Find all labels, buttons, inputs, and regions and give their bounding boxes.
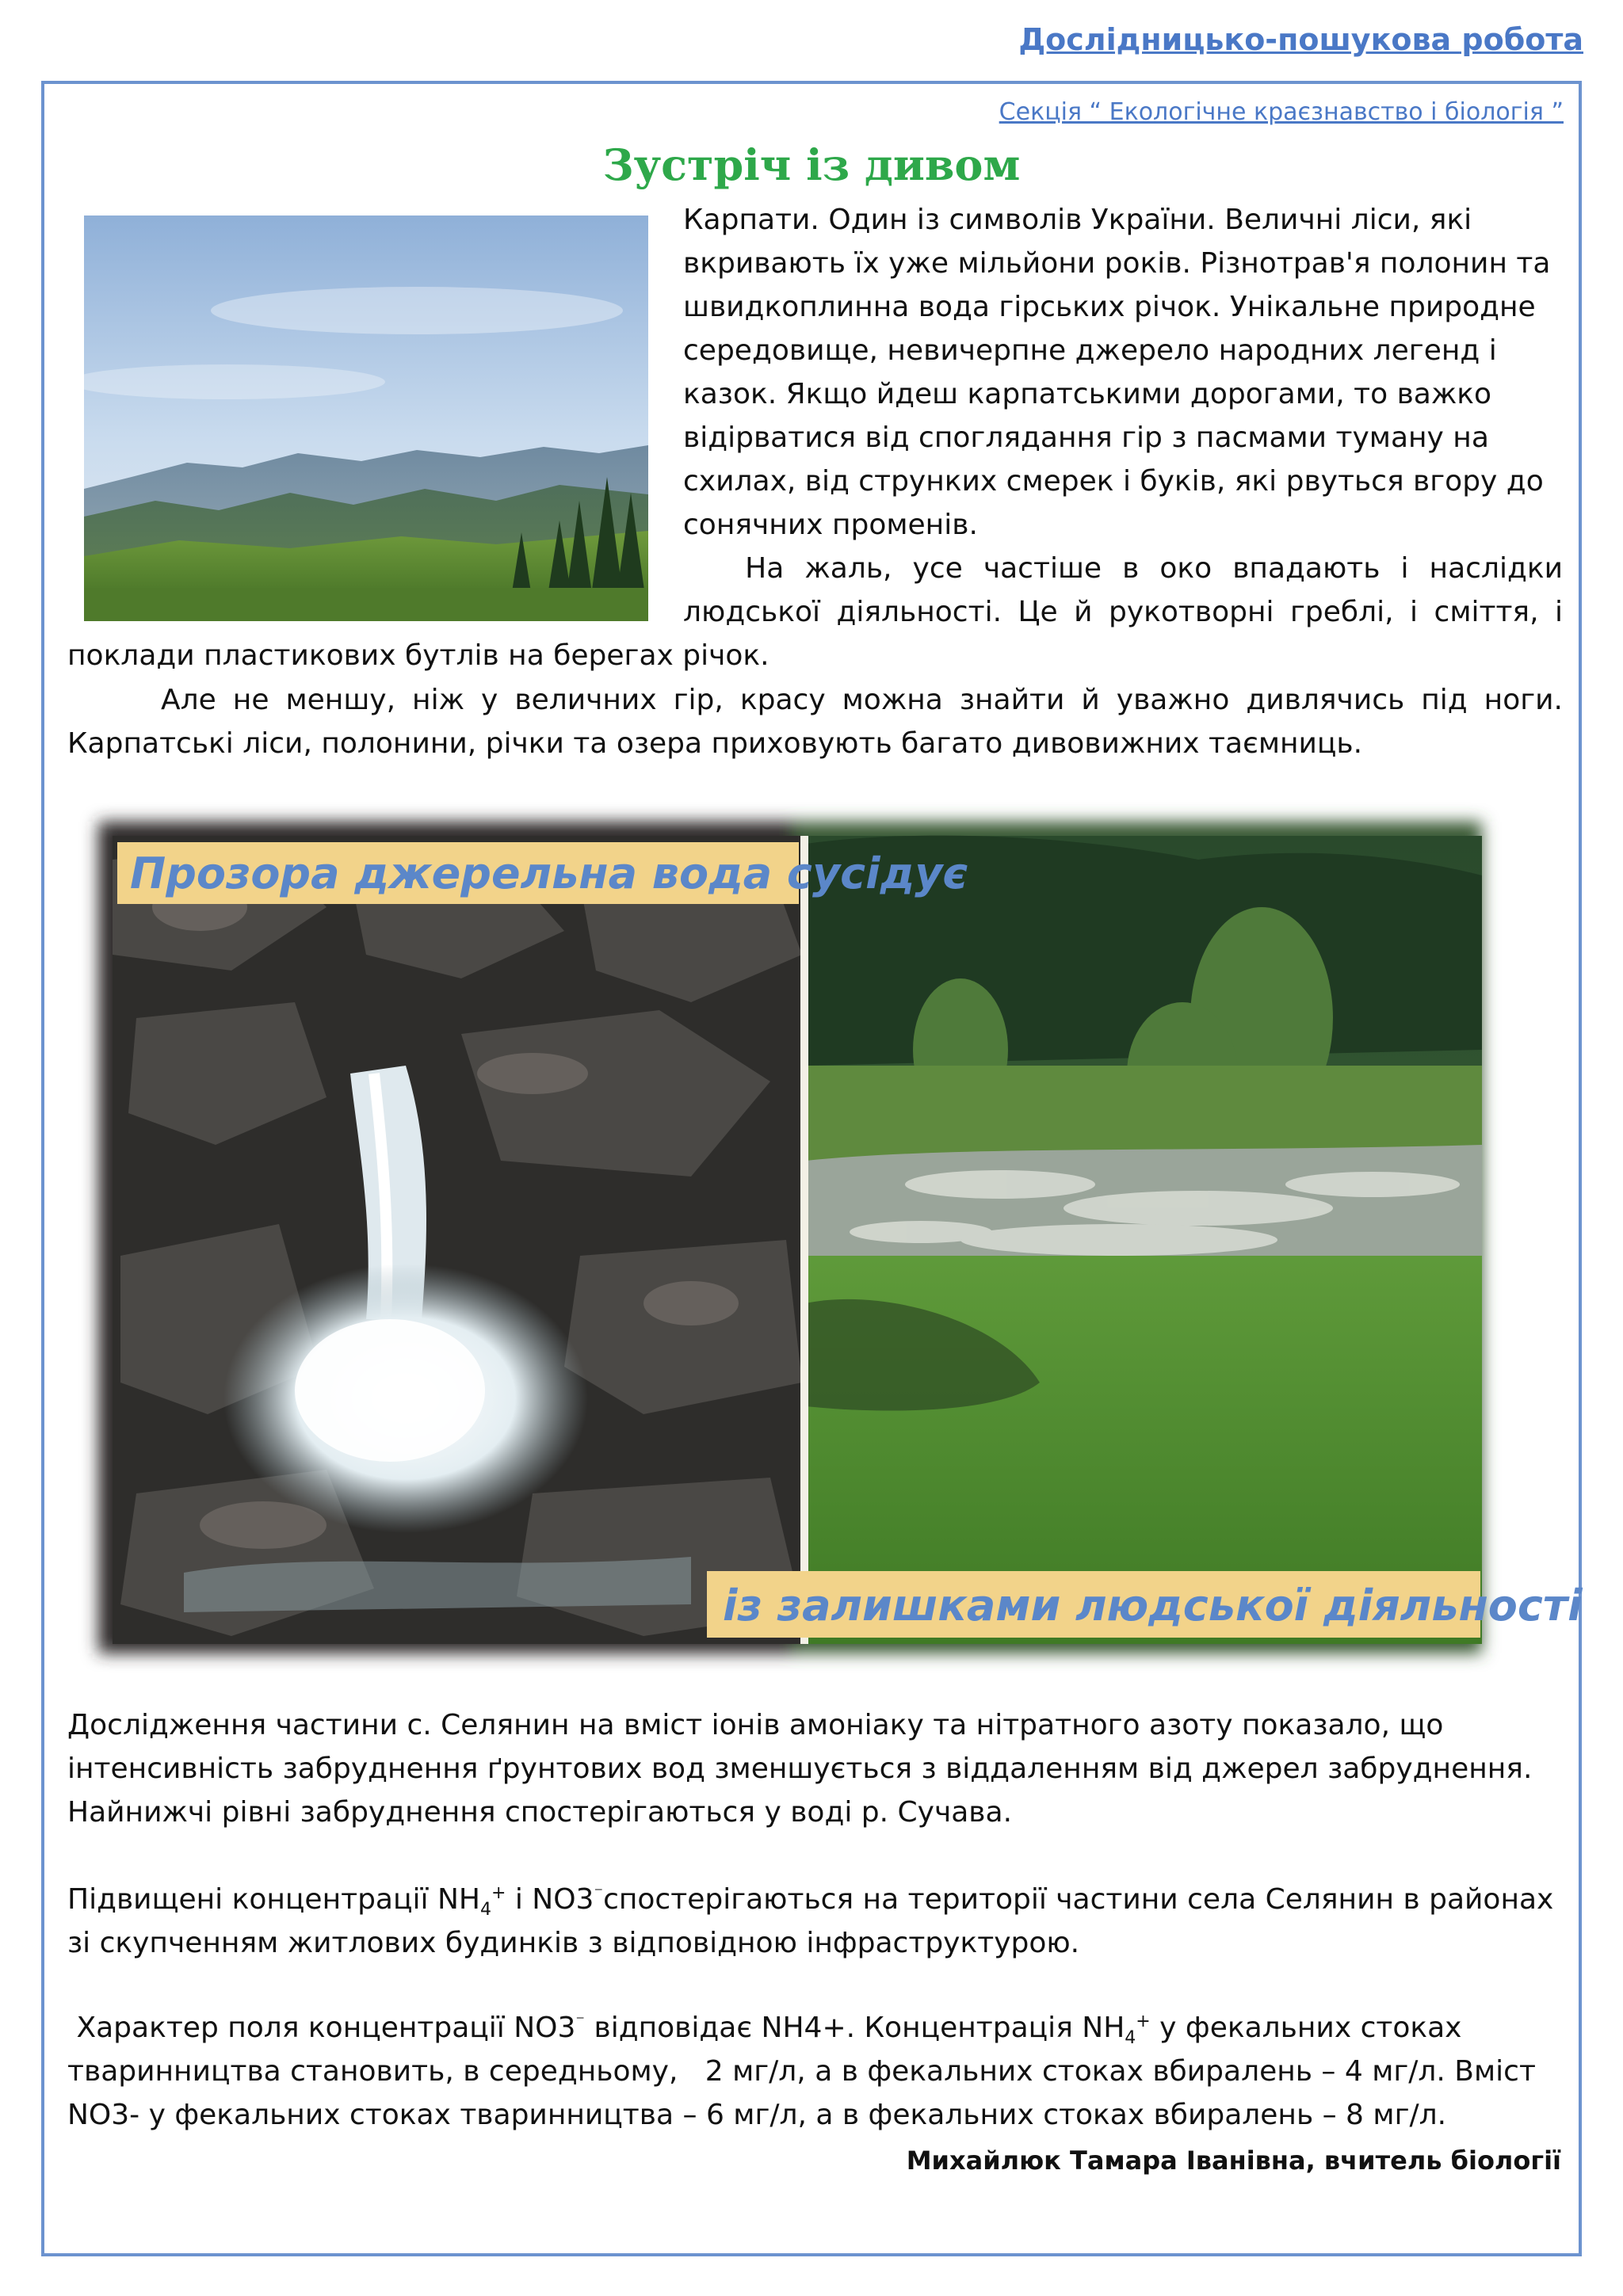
p5-text-b: і NO3 bbox=[506, 1883, 594, 1916]
author-signature: Михайлюк Тамара Іванівна, вчитель біології bbox=[906, 2145, 1561, 2176]
beauty-line-2: Карпатські ліси, полонини, річки та озера приховують багато дивовижних таємниць. bbox=[67, 727, 1363, 760]
water-collage bbox=[89, 812, 1583, 1666]
beauty-line-1-wrap bbox=[67, 678, 1563, 722]
p6-sup-plus: + bbox=[1136, 2012, 1151, 2031]
beauty-paragraph bbox=[67, 678, 1563, 765]
mountain-photo bbox=[84, 215, 648, 621]
p5-sup-minus: ⁻ bbox=[594, 1883, 604, 1903]
article-title: Зустріч із дивом bbox=[602, 139, 1021, 190]
mountain-landscape-image bbox=[84, 215, 648, 621]
impact-line-1: На жаль, усе частіше в око впадають і наслідки bbox=[683, 552, 1563, 585]
p5-sup-plus: + bbox=[491, 1883, 506, 1903]
p6-sup-minus: ⁻ bbox=[575, 2012, 586, 2031]
collage-caption-bottom: із залишками людської діяльності bbox=[723, 1581, 1583, 1630]
research-paragraph: Дослідження частини с. Селянин на вміст іонів амоніаку та нітратного азоту показало, що інтенсивність забруднення ґрунтових вод зменшується з віддаленням від джерел забруднення. Найнижчі рівні забруднення спостерігаються у воді р. Сучава. bbox=[67, 1709, 1533, 1829]
collage-image bbox=[89, 812, 1583, 1666]
p6-text-c: у фекальних стоках тваринництва становить, в середньому, 2 мг/л, а в фекальних стоках вбиралень – 4 мг/л. Вміст NO3- у фекальних стоках тваринництва – 6 мг/л, а в фекальних стоках вбиралень – 8 мг/л. bbox=[67, 2012, 1545, 2131]
section-label: Секція “ Екологічне краєзнавство і біологія ” bbox=[999, 98, 1564, 126]
p6-text-a: Характер поля концентрації NO3 bbox=[67, 2012, 576, 2044]
impact-line-3: поклади пластикових бутлів на берегах річок. bbox=[67, 639, 769, 672]
intro-paragraph: Карпати. Один із символів України. Величні ліси, які вкривають їх уже мільйони років. Різнотрав'я полонин та швидкоплинна вода гірських річок. Унікальне природне середовище, невичерпне джерело народних легенд і казок. Якщо йдеш карпатськими дорогами, то важко відірватися від споглядання гір з пасмами туману на схилах, від струнких смерек і буків, які рвуться вгору до сонячних променів. bbox=[683, 204, 1551, 541]
p5-text-a: Підвищені концентрації NH bbox=[67, 1883, 480, 1916]
impact-line-2: людської діяльності. Це й рукотворні греблі, і сміття, і bbox=[683, 596, 1563, 628]
impact-paragraph-start bbox=[683, 547, 1563, 634]
p6-sub-4: 4 bbox=[1125, 2028, 1136, 2049]
p5-text-c: спостерігаються на території частини села Селянин в районах зі скупченням житлових будинків з відповідною інфраструктурою. bbox=[67, 1883, 1554, 1959]
field-character-paragraph bbox=[67, 2006, 1565, 2137]
p5-sub-4: 4 bbox=[479, 1900, 491, 1920]
p6-text-b: відповідає NH4+. Концентрація NH bbox=[585, 2012, 1125, 2044]
collage-caption-top: Прозора джерельна вода сусідує bbox=[130, 849, 968, 898]
concentration-paragraph bbox=[67, 1878, 1565, 1965]
header-title: Дослідницько-пошукова робота bbox=[1018, 22, 1583, 57]
beauty-line-1: Але не меншу, ніж у величних гір, красу можна знайти й уважно дивлячись під ноги. bbox=[161, 684, 1563, 716]
